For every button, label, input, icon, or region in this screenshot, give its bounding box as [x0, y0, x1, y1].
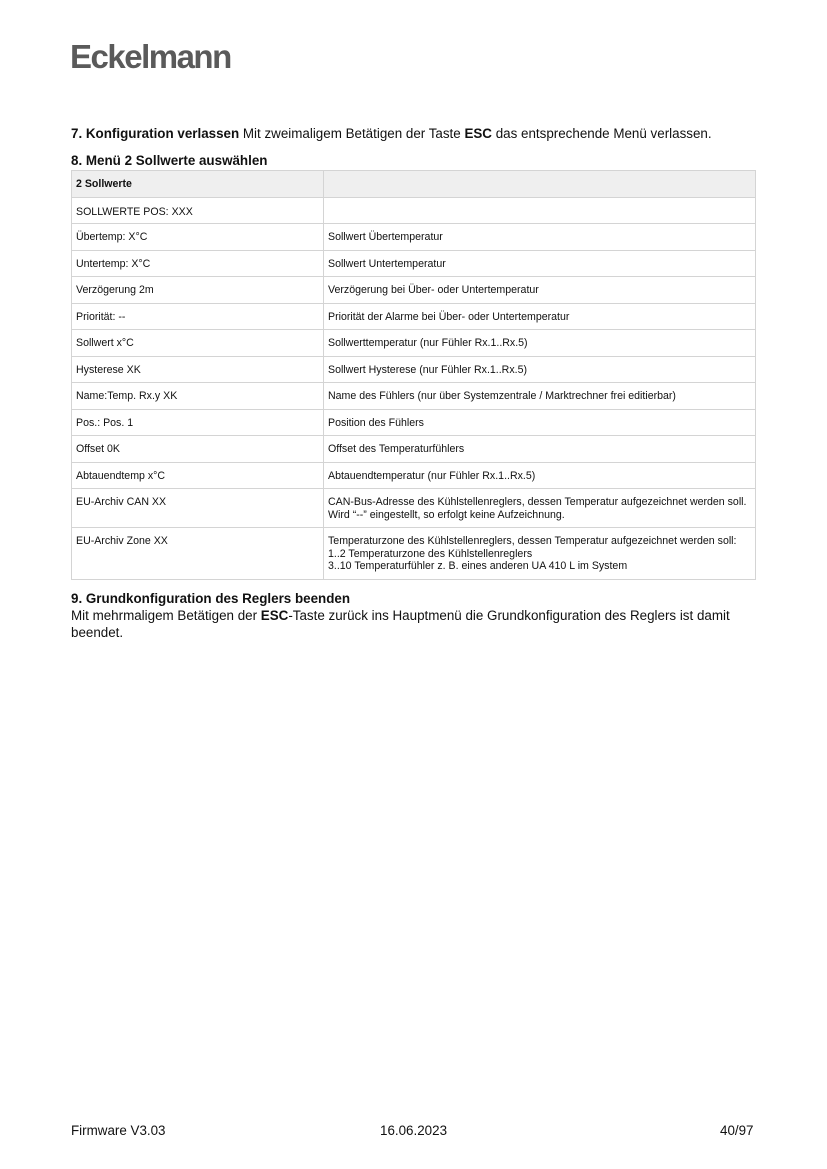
- description-line: Temperaturzone des Kühlstellenreglers, dessen Temperatur aufgezeichnet werden soll:: [328, 535, 737, 547]
- section-8-heading: 8. Menü 2 Sollwerte auswählen: [71, 153, 268, 168]
- parameter-cell: Name:Temp. Rx.y XK: [72, 383, 324, 410]
- section-7-text-after: das entsprechende Menü verlassen.: [491, 126, 712, 141]
- section-9-heading: 9. Grundkonfiguration des Reglers beenden: [71, 591, 351, 606]
- parameter-cell: Verzögerung 2m: [72, 277, 324, 304]
- eckelmann-logo: Eckelmann: [70, 38, 231, 75]
- description-cell: [324, 462, 756, 489]
- description-line: CAN-Bus-Adresse des Kühlstellenreglers, dessen Temperatur aufgezeichnet werden soll. Wird “--” eingestellt, so erfolgt keine Aufzeichnung.: [328, 496, 747, 521]
- table-header-empty-cell: [324, 171, 756, 198]
- table-header-row: [72, 171, 756, 198]
- footer-page-number: 40/97: [720, 1123, 754, 1138]
- section-7-paragraph: [71, 125, 771, 142]
- table-row: [72, 330, 756, 357]
- parameter-cell: Pos.: Pos. 1: [72, 409, 324, 436]
- description-line: Sollwert Untertemperatur: [328, 257, 446, 270]
- description-cell: [324, 356, 756, 383]
- description-line: Priorität der Alarme bei Über- oder Untertemperatur: [328, 310, 570, 323]
- table-row: [72, 462, 756, 489]
- description-line: Sollwert Übertemperatur: [328, 231, 443, 243]
- parameter-cell: EU-Archiv CAN XX: [72, 489, 324, 528]
- sollwerte-table: [71, 170, 756, 580]
- description-cell: [324, 528, 756, 580]
- section-9-text-after: -Taste zurück ins Hauptmenü die Grundkonfiguration des Reglers ist damit beendet.: [71, 608, 730, 640]
- parameter-cell: Abtauendtemp x°C: [72, 462, 324, 489]
- table-row: [72, 224, 756, 251]
- description-cell: [324, 383, 756, 410]
- footer-firmware-version: Firmware V3.03: [71, 1123, 166, 1138]
- table-row: [72, 303, 756, 330]
- parameter-cell: Offset 0K: [72, 436, 324, 463]
- table-header-cell: 2 Sollwerte: [72, 171, 324, 198]
- table-row: [72, 489, 756, 528]
- parameter-cell: Sollwert x°C: [72, 330, 324, 357]
- description-cell: [324, 224, 756, 251]
- description-cell: [324, 436, 756, 463]
- description-cell: [324, 277, 756, 304]
- table-row: [72, 436, 756, 463]
- section-9-paragraph: [71, 607, 751, 641]
- parameter-cell: EU-Archiv Zone XX: [72, 528, 324, 580]
- parameter-cell: Priorität: --: [72, 303, 324, 330]
- footer-date: 16.06.2023: [380, 1123, 448, 1138]
- table-pos-cell: SOLLWERTE POS: XXX: [72, 197, 324, 224]
- description-cell: [324, 409, 756, 436]
- description-line: 1..2 Temperaturzone des Kühlstellenreglers: [328, 547, 533, 560]
- description-line: Sollwert Hysterese (nur Fühler Rx.1..Rx.5): [328, 363, 527, 376]
- table-row: [72, 250, 756, 277]
- table-pos-empty-cell: [324, 197, 756, 224]
- description-cell: [324, 303, 756, 330]
- section-9-key: ESC: [260, 608, 289, 623]
- description-line: Offset des Temperaturfühlers: [328, 443, 465, 455]
- table-row: [72, 356, 756, 383]
- description-cell: [324, 250, 756, 277]
- section-7-key: ESC: [464, 126, 492, 141]
- description-line: Abtauendtemperatur (nur Fühler Rx.1..Rx.5): [328, 469, 536, 482]
- description-line: Sollwerttemperatur (nur Fühler Rx.1..Rx.5): [328, 337, 528, 349]
- table-row: [72, 528, 756, 580]
- description-line: 3..10 Temperaturfühler z. B. eines anderen UA 410 L im System: [328, 560, 628, 572]
- section-9-text-before: Mit mehrmaligem Betätigen der: [71, 608, 261, 623]
- description-line: Verzögerung bei Über- oder Untertemperatur: [328, 284, 539, 296]
- description-line: Position des Fühlers: [328, 416, 424, 429]
- table-row: [72, 383, 756, 410]
- section-7-heading: 7. Konfiguration verlassen: [71, 126, 240, 141]
- description-cell: [324, 330, 756, 357]
- table-row: [72, 277, 756, 304]
- parameter-cell: Hysterese XK: [72, 356, 324, 383]
- table-row: [72, 409, 756, 436]
- table-pos-row: [72, 197, 756, 224]
- description-line: Name des Fühlers (nur über Systemzentrale / Marktrechner frei editierbar): [328, 390, 676, 402]
- parameter-cell: Übertemp: X°C: [72, 224, 324, 251]
- description-cell: [324, 489, 756, 528]
- parameter-cell: Untertemp: X°C: [72, 250, 324, 277]
- section-7-text-before: Mit zweimaligem Betätigen der Taste: [239, 126, 465, 141]
